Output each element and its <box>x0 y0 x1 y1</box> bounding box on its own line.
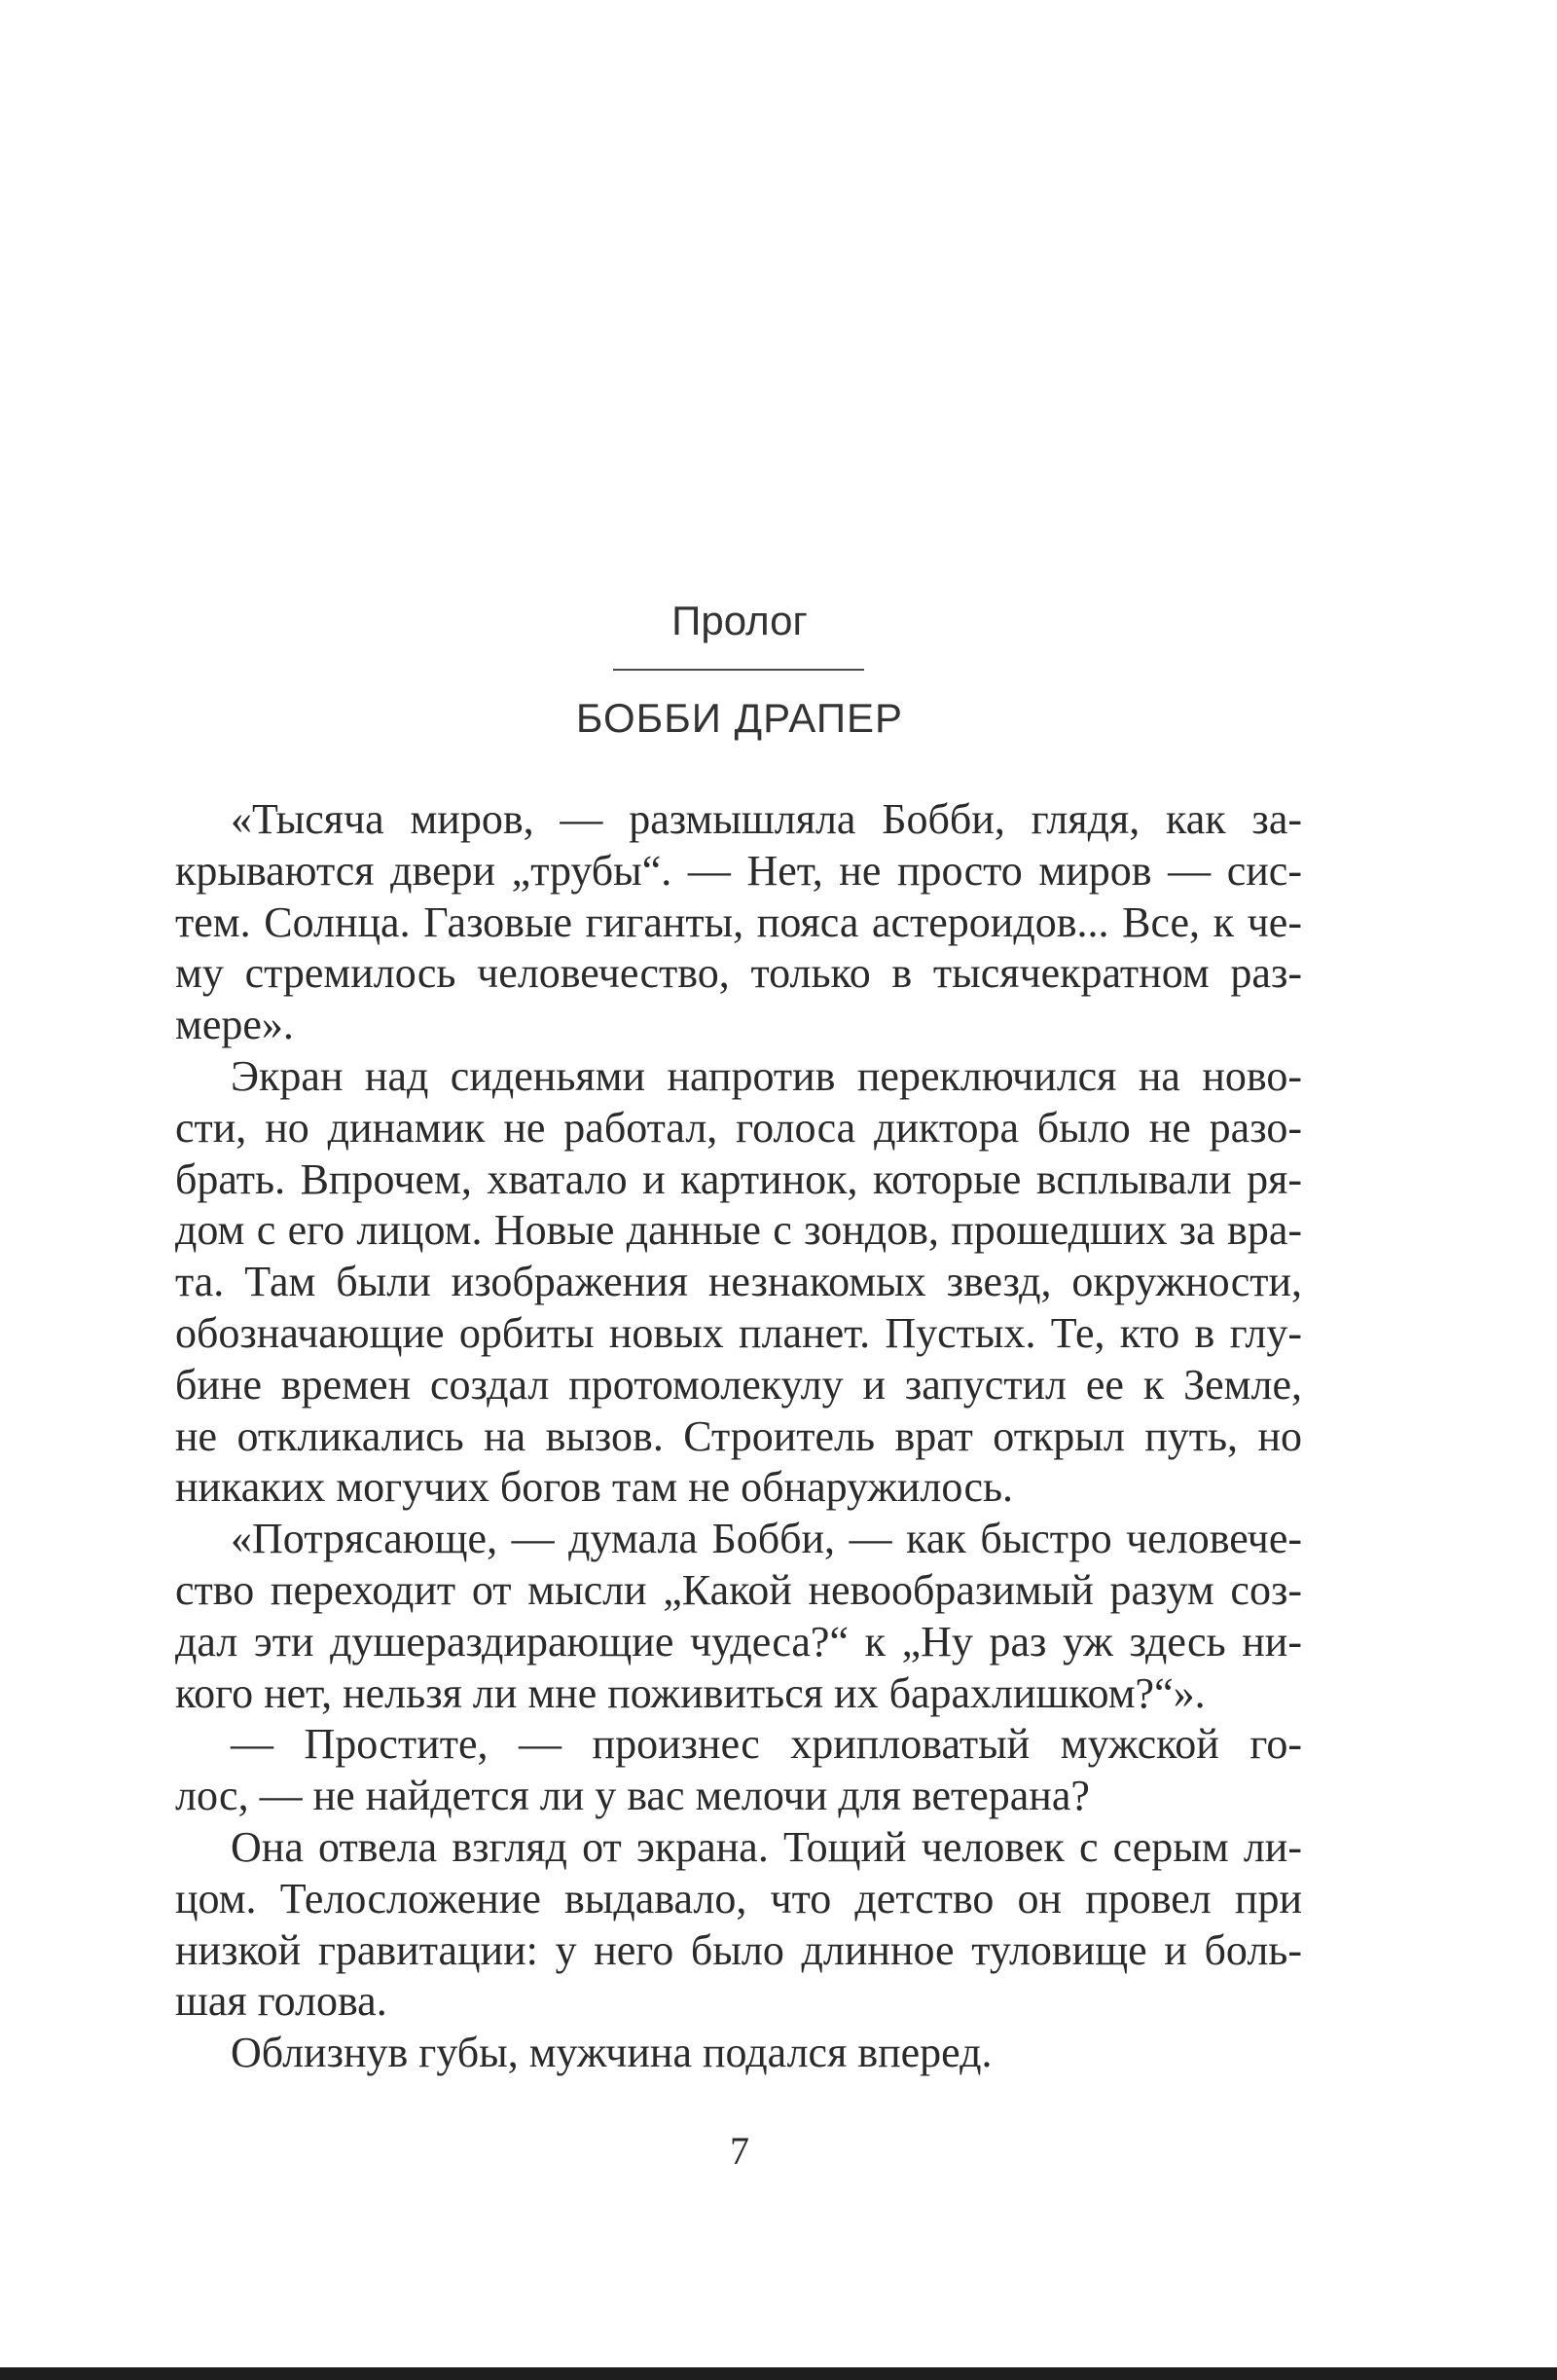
text-line: брать. Впрочем, хватало и картинок, которые всплывали ря- <box>175 1154 1302 1203</box>
text-line: бине времен создал протомолекулу и запустил ее к Земле, <box>175 1360 1302 1409</box>
text-line: мере». <box>175 1001 294 1049</box>
paragraph <box>175 1514 1302 1719</box>
paragraph <box>175 1051 1302 1514</box>
text-line: му стремилось человечество, только в тысячекратном раз- <box>175 949 1302 998</box>
text-line: низкой гравитации: у него было длинное туловище и боль- <box>175 1925 1302 1974</box>
bottom-edge <box>0 2367 1557 2380</box>
text-line: обозначающие орбиты новых планет. Пустых. Те, кто в глу- <box>175 1308 1302 1357</box>
text-line: Экран над сиденьями напротив переключился на ново- <box>231 1051 1302 1100</box>
chapter-label: Пролог <box>671 598 808 643</box>
text-line: шая голова. <box>175 1977 387 2026</box>
paragraph <box>175 2028 1302 2079</box>
paragraph <box>175 794 1302 1051</box>
text-line: дом с его лицом. Новые данные с зондов, прошедших за вра- <box>175 1206 1302 1255</box>
text-line: никаких могучих богов там не обнаружилось. <box>175 1463 1014 1512</box>
page-number: 7 <box>730 2129 749 2173</box>
text-line: — Простите, — произнес хрипловатый мужской го- <box>231 1720 1302 1769</box>
text-line: лос, — не найдется ли у вас мелочи для ветерана? <box>175 1772 1090 1820</box>
paragraph <box>175 1719 1302 1822</box>
text-line: цом. Телосложение выдавало, что детство он провел при <box>175 1874 1302 1922</box>
text-line: «Потрясающе, — думала Бобби, — как быстро человече- <box>231 1515 1302 1563</box>
title-divider <box>613 669 864 671</box>
text-line: сти, но динамик не работал, голоса диктора было не разо- <box>175 1103 1302 1152</box>
text-line: крываются двери „трубы“. — Нет, не просто миров — сис- <box>175 846 1302 895</box>
text-line: не откликались на вызов. Строитель врат открыл путь, но <box>175 1411 1302 1460</box>
text-line: «Тысяча миров, — размышляла Бобби, глядя, как за- <box>231 795 1302 843</box>
body-text <box>175 794 1302 2079</box>
text-line: Облизнув губы, мужчина подался вперед. <box>231 2029 993 2077</box>
text-line: Она отвела взгляд от экрана. Тощий человек с серым ли- <box>231 1822 1302 1871</box>
text-line: ство переходит от мысли „Какой невообразимый разум соз- <box>175 1565 1302 1614</box>
paragraph <box>175 1822 1302 2028</box>
chapter-title: БОББИ ДРАПЕР <box>575 695 904 741</box>
text-line: та. Там были изображения незнакомых звезд, окружности, <box>175 1258 1302 1306</box>
text-line: дал эти душераздирающие чудеса?“ к „Ну раз уж здесь ни- <box>175 1617 1302 1666</box>
text-line: тем. Солнца. Газовые гиганты, пояса астероидов... Все, к че- <box>175 897 1302 946</box>
text-line: кого нет, нельзя ли мне поживиться их барахлишком?“». <box>175 1668 1206 1717</box>
